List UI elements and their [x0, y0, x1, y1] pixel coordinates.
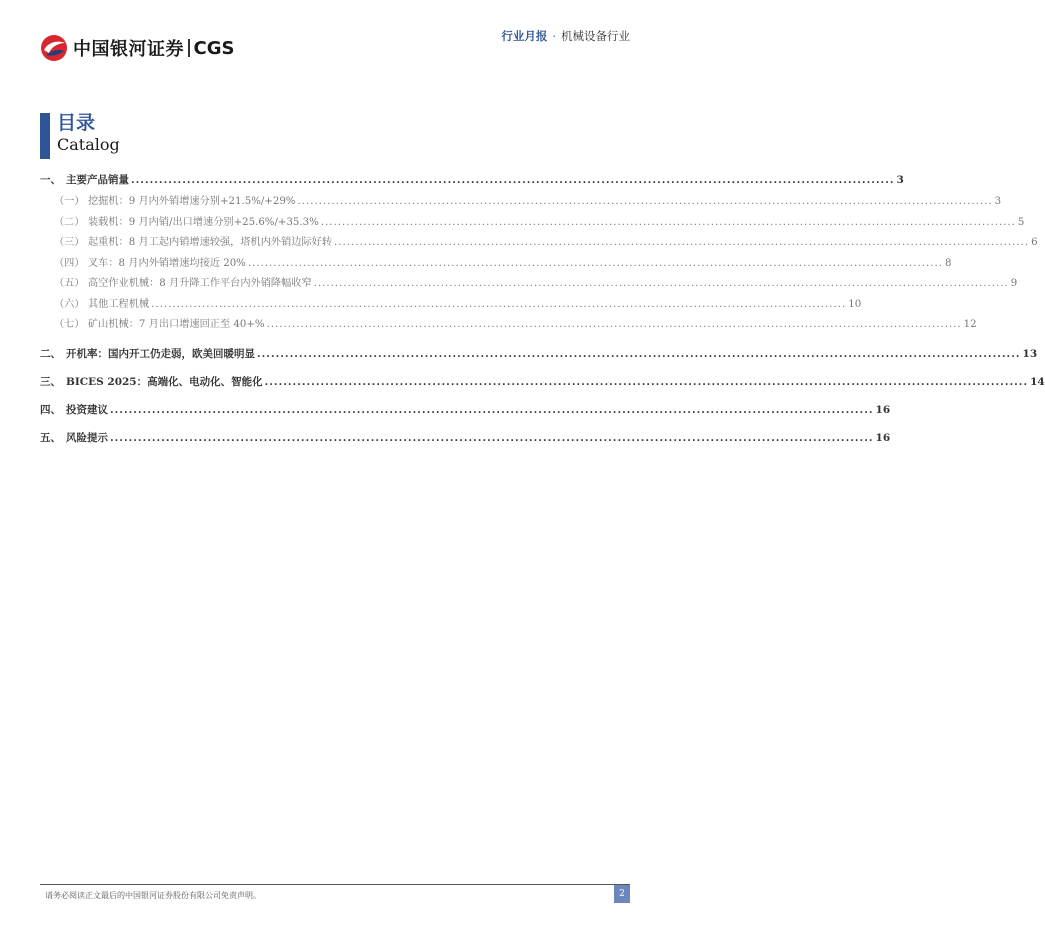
toc-title: 叉车：8 月内外销增速均接近 20%	[88, 257, 246, 269]
toc-number: （六）	[54, 298, 85, 310]
toc-item[interactable]	[40, 374, 1045, 392]
toc-page: 16	[875, 431, 891, 444]
toc-leader: ....................................................................................................................................................................	[110, 431, 874, 444]
toc-page: 5	[1017, 216, 1025, 228]
toc-leader: ....................................................................................................................................................................	[131, 174, 895, 186]
toc-number: （三）	[54, 237, 85, 248]
toc-leader: ....................................................................................................................................................................	[334, 237, 1030, 248]
toc-page: 12	[963, 319, 977, 330]
toc-title: 开机率：国内开工仍走弱，欧美回暖明显	[66, 347, 255, 360]
toc-item[interactable]	[40, 213, 1025, 234]
industry-name: 机械设备行业	[561, 29, 630, 43]
toc-page: 14	[1030, 375, 1045, 388]
toc-title: 其他工程机械	[88, 298, 150, 310]
toc-page: 16	[875, 403, 891, 416]
toc-number: 一、	[40, 174, 61, 186]
toc-page: 6	[1031, 237, 1038, 248]
toc-item[interactable]	[40, 346, 1038, 364]
galaxy-logo-icon	[40, 34, 68, 62]
toc-page: 8	[944, 257, 952, 269]
toc-number: 三、	[40, 375, 61, 388]
toc-item[interactable]	[40, 254, 952, 275]
toc-leader: ....................................................................................................................................................................	[110, 403, 874, 416]
toc-leader: ....................................................................................................................................................................	[266, 319, 962, 330]
toc-item[interactable]	[40, 402, 891, 420]
report-header	[501, 28, 630, 44]
toc-item[interactable]	[40, 315, 977, 336]
toc-item[interactable]	[40, 295, 862, 316]
toc-number: （二）	[54, 216, 85, 228]
page-title: 目录	[57, 112, 96, 134]
header-dot: ·	[552, 29, 556, 43]
toc-title: 高空作业机械：8 月升降工作平台内外销降幅收窄	[88, 278, 312, 289]
toc-title: 矿山机械：7 月出口增速回正至 40+%	[88, 319, 265, 330]
report-type: 行业月报	[501, 29, 548, 43]
company-logo	[40, 34, 234, 62]
table-of-contents	[40, 172, 1045, 448]
toc-number: 五、	[40, 431, 61, 444]
toc-leader: ....................................................................................................................................................................	[151, 298, 847, 310]
toc-title: 投资建议	[66, 403, 108, 416]
toc-title: 装载机：9 月内销/出口增速分别+25.6%/+35.3%	[88, 216, 319, 228]
toc-title: 起重机：8 月工起内销增速较强，塔机内外销边际好转	[88, 237, 333, 248]
title-accent-bar	[40, 113, 50, 159]
toc-page: 3	[896, 174, 904, 186]
toc-page: 9	[1010, 278, 1018, 289]
footer-disclaimer: 请务必阅读正文最后的中国银河证券股份有限公司免责声明。	[45, 891, 261, 900]
logo-separator	[188, 39, 190, 57]
toc-item[interactable]	[40, 192, 1002, 213]
footer-divider	[40, 884, 630, 885]
logo-cgs: CGS	[193, 37, 235, 59]
toc-item[interactable]	[40, 233, 1038, 254]
toc-number: （四）	[54, 257, 85, 269]
toc-leader: ....................................................................................................................................................................	[264, 375, 1029, 388]
toc-leader: ....................................................................................................................................................................	[257, 347, 1021, 360]
toc-number: 二、	[40, 347, 61, 360]
toc-title: 挖掘机：9 月内外销增速分别+21.5%/+29%	[88, 196, 296, 207]
toc-number: （五）	[54, 278, 85, 289]
logo-text: 中国银河证券	[73, 39, 184, 60]
toc-page: 10	[848, 298, 862, 310]
toc-title: 主要产品销量	[66, 174, 129, 186]
toc-item[interactable]	[40, 430, 891, 448]
toc-number: （七）	[54, 319, 85, 330]
page-number: 2	[614, 885, 630, 903]
toc-page: 13	[1022, 347, 1038, 360]
toc-title: 风险提示	[66, 431, 108, 444]
page-subtitle: Catalog	[57, 135, 120, 154]
toc-leader: ....................................................................................................................................................................	[247, 257, 943, 269]
toc-item[interactable]	[40, 172, 904, 190]
toc-item[interactable]	[40, 274, 1018, 295]
toc-leader: ....................................................................................................................................................................	[297, 196, 993, 207]
toc-number: 四、	[40, 403, 61, 416]
toc-leader: ....................................................................................................................................................................	[313, 278, 1009, 289]
toc-leader: ....................................................................................................................................................................	[320, 216, 1016, 228]
toc-title: BICES 2025：高端化、电动化、智能化	[66, 375, 263, 388]
toc-number: （一）	[54, 196, 85, 207]
toc-page: 3	[994, 196, 1002, 207]
